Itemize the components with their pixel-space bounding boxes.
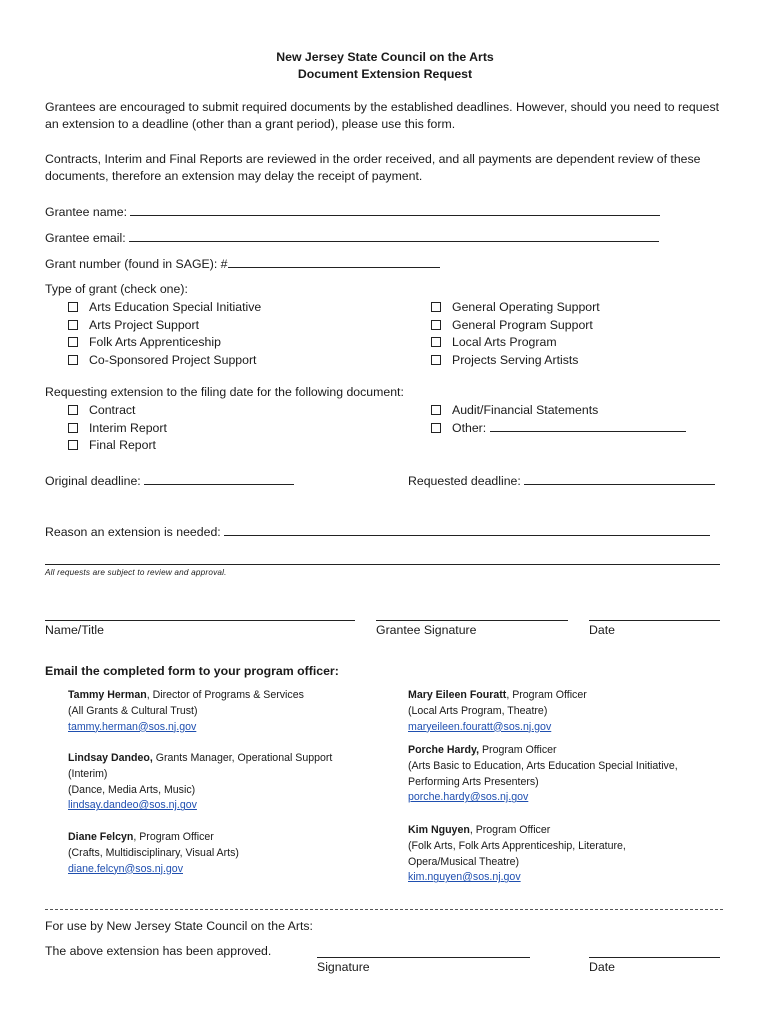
document-option-other[interactable] bbox=[431, 420, 686, 438]
office-signature-label: Signature bbox=[317, 960, 370, 974]
contact-name: Mary Eileen Fouratt bbox=[408, 689, 507, 701]
requested-deadline-label: Requested deadline: bbox=[408, 474, 521, 488]
contact-area: Performing Arts Presenters) bbox=[408, 775, 539, 788]
checkbox-icon[interactable] bbox=[68, 440, 78, 450]
requested-deadline-line[interactable] bbox=[524, 473, 715, 485]
document-option[interactable] bbox=[68, 437, 167, 455]
contact-area: (Arts Basic to Education, Arts Education Special Initiative, bbox=[408, 759, 678, 772]
name-title-label: Name/Title bbox=[45, 623, 104, 637]
name-title-line[interactable] bbox=[45, 620, 355, 621]
contact-area: (All Grants & Cultural Trust) bbox=[68, 704, 198, 717]
contact-tammy-herman bbox=[68, 688, 304, 735]
org-title: New Jersey State Council on the Arts bbox=[276, 50, 494, 64]
grant-type-option[interactable] bbox=[431, 352, 600, 370]
document-left-column bbox=[68, 402, 167, 455]
contact-name: Kim Nguyen bbox=[408, 824, 470, 836]
contacts-heading: Email the completed form to your program officer: bbox=[45, 664, 339, 678]
grant-type-right-column bbox=[431, 299, 600, 369]
contact-email-link[interactable]: kim.nguyen@sos.nj.gov bbox=[408, 871, 521, 884]
contact-role: , Director of Programs & Services bbox=[146, 689, 304, 701]
option-label: Projects Serving Artists bbox=[452, 352, 579, 367]
grant-type-option[interactable] bbox=[68, 352, 261, 370]
contact-email-link[interactable]: porche.hardy@sos.nj.gov bbox=[408, 791, 529, 804]
grantee-name-label: Grantee name: bbox=[45, 205, 128, 219]
contact-name: Tammy Herman bbox=[68, 689, 147, 701]
date-label: Date bbox=[589, 623, 615, 637]
other-line[interactable] bbox=[490, 420, 686, 432]
grant-type-option[interactable] bbox=[431, 299, 600, 317]
option-label: Other: bbox=[452, 420, 487, 435]
contact-area: (Local Arts Program, Theatre) bbox=[408, 704, 548, 717]
section-divider bbox=[45, 909, 723, 910]
option-label: Contract bbox=[89, 403, 136, 417]
contact-name: Porche Hardy, bbox=[408, 744, 480, 756]
intro-paragraph-1: Grantees are encouraged to submit required documents by the established deadlines. However, should you need to request an extension to a deadline (other than a grant period), please use this form. bbox=[45, 100, 720, 131]
grant-type-option[interactable] bbox=[68, 334, 261, 352]
contact-area: (Interim) bbox=[68, 767, 108, 780]
reason-line-2[interactable] bbox=[45, 564, 720, 565]
contact-email-link[interactable]: maryeileen.fouratt@sos.nj.gov bbox=[408, 720, 552, 733]
contact-diane-felcyn bbox=[68, 830, 239, 877]
contact-role: Program Officer bbox=[479, 744, 557, 756]
grant-number-field[interactable] bbox=[45, 256, 440, 271]
date-line[interactable] bbox=[589, 620, 720, 621]
original-deadline-line[interactable] bbox=[144, 473, 294, 485]
grantee-email-field[interactable] bbox=[45, 230, 659, 245]
option-label: Interim Report bbox=[89, 420, 167, 435]
option-label: Local Arts Program bbox=[452, 335, 557, 349]
office-signature-line[interactable] bbox=[317, 957, 530, 958]
reason-field[interactable] bbox=[45, 524, 710, 539]
option-label: Arts Education Special Initiative bbox=[89, 300, 262, 314]
checkbox-icon[interactable] bbox=[431, 423, 441, 433]
grantee-name-line[interactable] bbox=[130, 204, 660, 216]
contact-kim-nguyen bbox=[408, 823, 626, 886]
review-note: All requests are subject to review and approval. bbox=[45, 568, 227, 577]
contact-email-link[interactable]: lindsay.dandeo@sos.nj.gov bbox=[68, 799, 197, 812]
requested-deadline-field[interactable] bbox=[408, 473, 715, 488]
office-date-label: Date bbox=[589, 960, 615, 974]
checkbox-icon[interactable] bbox=[68, 320, 78, 330]
option-label: General Operating Support bbox=[452, 300, 600, 314]
document-option[interactable] bbox=[431, 402, 686, 420]
checkbox-icon[interactable] bbox=[431, 355, 441, 365]
contact-email-link[interactable]: tammy.herman@sos.nj.gov bbox=[68, 720, 197, 733]
grant-type-option[interactable] bbox=[431, 317, 600, 335]
original-deadline-field[interactable] bbox=[45, 473, 294, 488]
document-option[interactable] bbox=[68, 420, 167, 438]
contact-porche-hardy bbox=[408, 743, 678, 806]
contact-role: , Program Officer bbox=[133, 831, 214, 843]
grant-type-left-column bbox=[68, 299, 261, 369]
checkbox-icon[interactable] bbox=[431, 337, 441, 347]
contact-area: Opera/Musical Theatre) bbox=[408, 855, 520, 868]
office-use-label: For use by New Jersey State Council on the Arts: bbox=[45, 919, 313, 933]
grantee-email-label: Grantee email: bbox=[45, 231, 126, 245]
grant-type-option[interactable] bbox=[68, 299, 261, 317]
grant-type-option[interactable] bbox=[431, 334, 600, 352]
grant-number-label: Grant number (found in SAGE): # bbox=[45, 257, 228, 271]
document-label: Requesting extension to the filing date for the following document: bbox=[45, 385, 404, 399]
contact-name: Diane Felcyn bbox=[68, 831, 134, 843]
option-label: Folk Arts Apprenticeship bbox=[89, 335, 221, 349]
checkbox-icon[interactable] bbox=[431, 405, 441, 415]
checkbox-icon[interactable] bbox=[68, 405, 78, 415]
option-label: Audit/Financial Statements bbox=[452, 403, 599, 417]
contact-lindsay-dandeo bbox=[68, 751, 332, 814]
document-right-column bbox=[431, 402, 686, 437]
contact-area: (Dance, Media Arts, Music) bbox=[68, 783, 196, 796]
contact-role: , Program Officer bbox=[469, 824, 551, 836]
reason-line[interactable] bbox=[224, 524, 710, 536]
grant-type-option[interactable] bbox=[68, 317, 261, 335]
checkbox-icon[interactable] bbox=[68, 423, 78, 433]
grant-type-label: Type of grant (check one): bbox=[45, 282, 188, 296]
option-label: Final Report bbox=[89, 438, 156, 452]
intro-paragraph-2: Contracts, Interim and Final Reports are reviewed in the order received, and all payments are dependent review of these documents, therefore an extension may delay the receipt of payment. bbox=[45, 152, 701, 183]
contact-name: Lindsay Dandeo, bbox=[68, 752, 153, 764]
grantee-signature-label: Grantee Signature bbox=[376, 623, 477, 637]
contact-email-link[interactable]: diane.felcyn@sos.nj.gov bbox=[68, 862, 183, 875]
checkbox-icon[interactable] bbox=[68, 355, 78, 365]
checkbox-icon[interactable] bbox=[68, 337, 78, 347]
contact-area: (Folk Arts, Folk Arts Apprenticeship, Literature, bbox=[408, 839, 626, 852]
option-label: General Program Support bbox=[452, 317, 593, 332]
checkbox-icon[interactable] bbox=[431, 302, 441, 312]
original-deadline-label: Original deadline: bbox=[45, 474, 141, 488]
contact-role: Grants Manager, Operational Support bbox=[152, 752, 333, 764]
grantee-name-field[interactable] bbox=[45, 204, 660, 219]
grantee-signature-line[interactable] bbox=[376, 620, 568, 621]
document-option[interactable] bbox=[68, 402, 167, 420]
checkbox-icon[interactable] bbox=[431, 320, 441, 330]
contact-area: (Crafts, Multidisciplinary, Visual Arts) bbox=[68, 846, 239, 859]
contact-mary-eileen-fouratt bbox=[408, 688, 587, 735]
contact-role: , Program Officer bbox=[506, 689, 587, 701]
reason-label: Reason an extension is needed: bbox=[45, 525, 221, 539]
checkbox-icon[interactable] bbox=[68, 302, 78, 312]
grantee-email-line[interactable] bbox=[129, 230, 659, 242]
grant-number-line[interactable] bbox=[228, 256, 440, 268]
option-label: Arts Project Support bbox=[89, 317, 200, 332]
option-label: Co-Sponsored Project Support bbox=[89, 352, 257, 367]
office-date-line[interactable] bbox=[589, 957, 720, 958]
approved-text: The above extension has been approved. bbox=[45, 944, 272, 958]
form-title: Document Extension Request bbox=[297, 67, 473, 81]
